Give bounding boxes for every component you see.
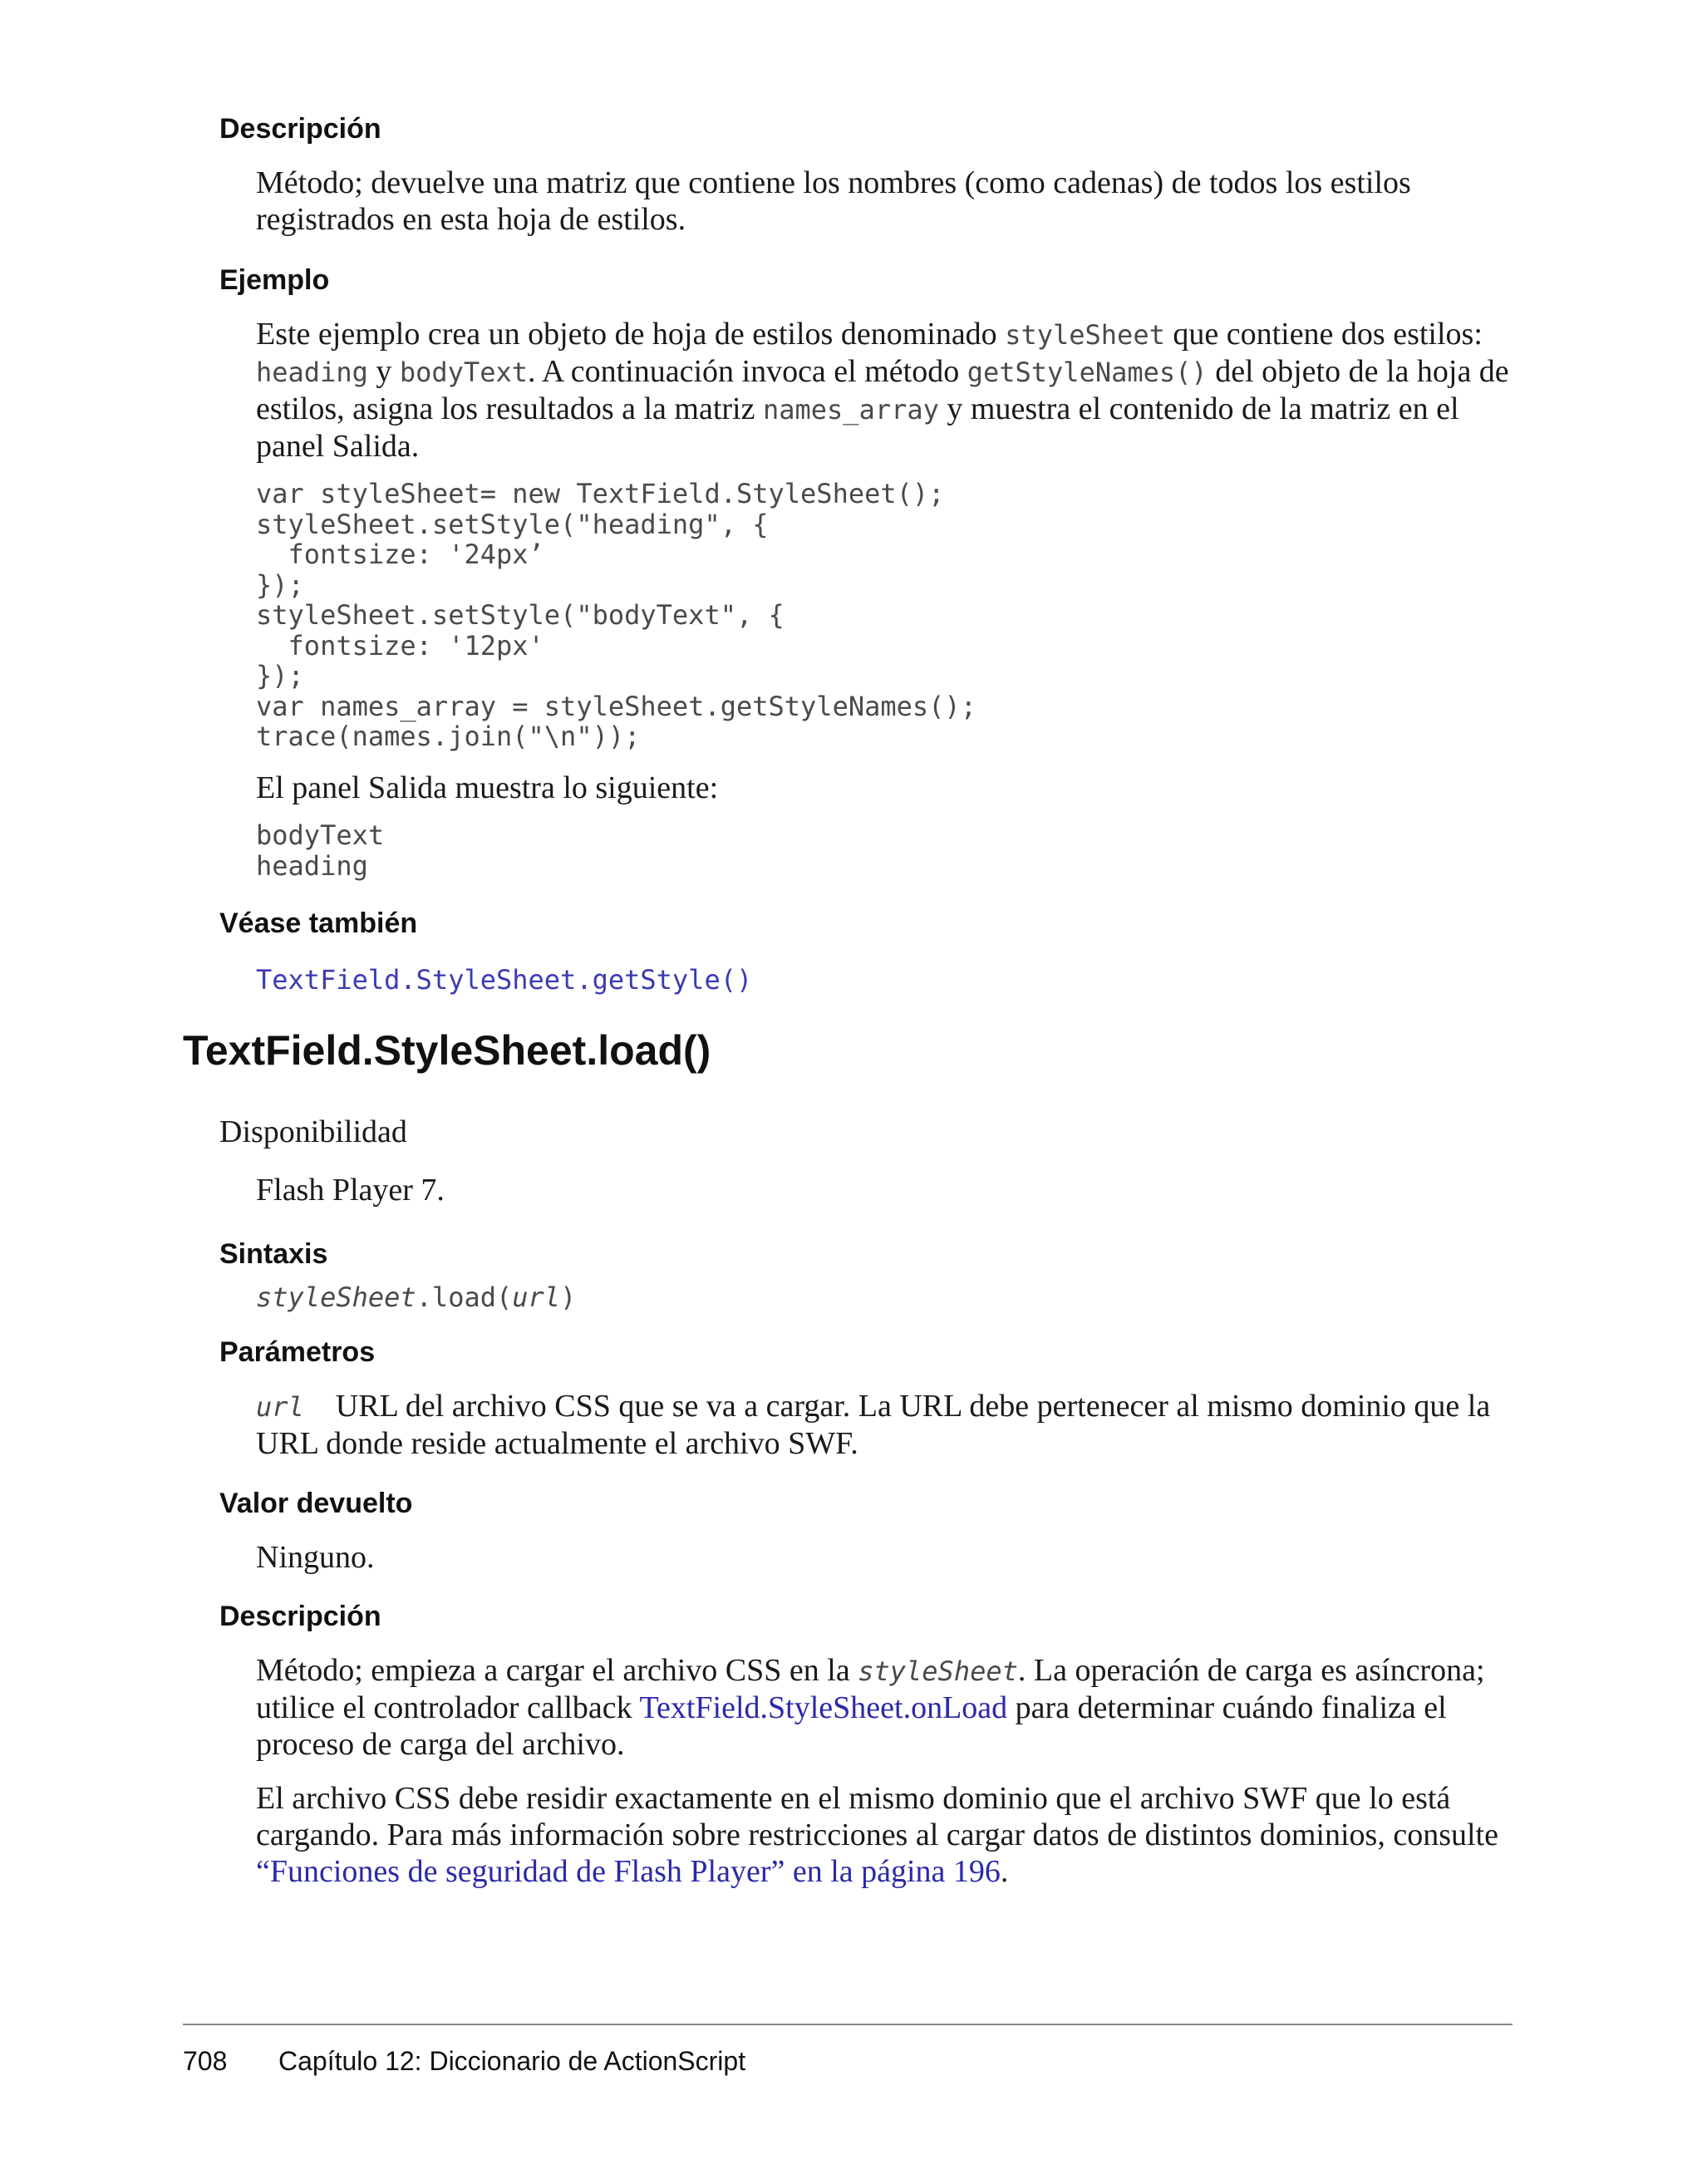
chapter-title: Capítulo 12: Diccionario de ActionScript bbox=[278, 2046, 746, 2076]
parameter-name: url bbox=[256, 1391, 304, 1423]
inline-code-names-array: names_array bbox=[762, 394, 939, 425]
parameters-heading: Parámetros bbox=[219, 1336, 376, 1368]
return-value-text: Ninguno. bbox=[256, 1540, 375, 1575]
description-paragraph-2: El archivo CSS debe residir exactamente en el mismo dominio que el archivo SWF que lo está cargando. Para más información sobre restricciones al cargar datos de distintos dominios, consulte “Funciones de seguridad de Flash Player” en la página 196. bbox=[256, 1781, 1498, 1889]
method-title: TextField.StyleSheet.load() bbox=[183, 1027, 711, 1074]
see-also-link[interactable]: TextField.StyleSheet.getStyle() bbox=[256, 964, 753, 996]
availability-heading: Disponibilidad bbox=[219, 1114, 407, 1149]
parameter-description: URL del archivo CSS que se va a cargar. La URL debe pertenecer al mismo dominio que la URL donde reside actualmente el archivo SWF. bbox=[256, 1389, 1491, 1461]
inline-code-stylesheet: styleSheet bbox=[1005, 319, 1165, 351]
footer-rule bbox=[183, 2024, 1513, 2025]
onload-link[interactable]: TextField.StyleSheet.onLoad bbox=[639, 1690, 1008, 1725]
syntax-heading: Sintaxis bbox=[219, 1238, 328, 1270]
return-value-heading: Valor devuelto bbox=[219, 1488, 413, 1519]
parameter-url bbox=[256, 1388, 1519, 1462]
availability-text: Flash Player 7. bbox=[256, 1173, 445, 1208]
output-intro-text: El panel Salida muestra lo siguiente: bbox=[256, 770, 719, 805]
see-also-heading: Véase también bbox=[219, 908, 418, 939]
example-code-block: var styleSheet= new TextField.StyleSheet(); styleSheet.setStyle("heading", { fontsize: '24px’ }); styleSheet.setStyle("bodyText", { fontsize: '12px' }); var names_array = styleSheet.getStyleNames(); trace(names.join("\n")); bbox=[256, 478, 976, 752]
description-heading: Descripción bbox=[219, 113, 381, 145]
page-number: 708 bbox=[183, 2046, 228, 2076]
description-text: Método; devuelve una matriz que contiene los nombres (como cadenas) de todos los estilos registrados en esta hoja de estilos. bbox=[256, 165, 1411, 237]
description-heading-2: Descripción bbox=[219, 1601, 381, 1632]
security-functions-link[interactable]: “Funciones de seguridad de Flash Player” en la página 196 bbox=[256, 1854, 1001, 1889]
syntax-code: styleSheet.load(url) bbox=[256, 1281, 577, 1313]
example-text: Este ejemplo crea un objeto de hoja de estilos denominado styleSheet que contiene dos estilos: heading y bodyText. A continuación invoca el método getStyleNames() del objeto de la hoja de estilos, asigna los resultados a la matriz names_array y muestra el contenido de la matriz en el panel Salida. bbox=[256, 317, 1509, 464]
example-heading: Ejemplo bbox=[219, 264, 330, 296]
inline-code-bodytext: bodyText bbox=[399, 357, 528, 388]
description-paragraph-1: Método; empieza a cargar el archivo CSS en la styleSheet. La operación de carga es asíncrona; utilice el controlador callback TextField.StyleSheet.onLoad para determinar cuándo finaliza el proceso de carga del archivo. bbox=[256, 1653, 1485, 1762]
inline-code-heading: heading bbox=[256, 357, 368, 388]
output-code-block: bodyText heading bbox=[256, 819, 385, 882]
inline-code-getstylenames: getStyleNames() bbox=[967, 357, 1208, 388]
